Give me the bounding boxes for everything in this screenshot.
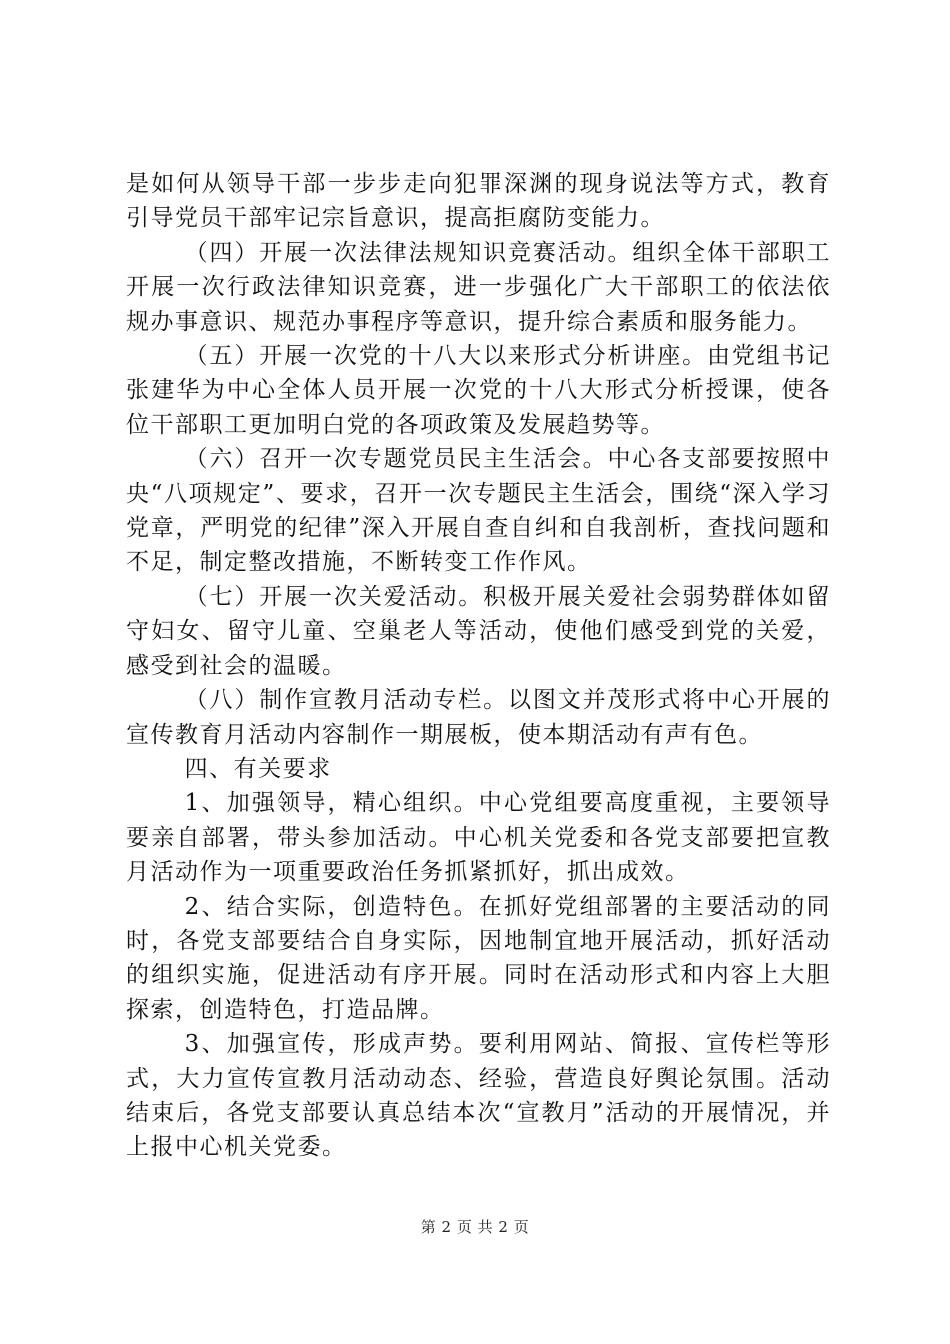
requirement-3: 3、加强宣传，形成声势。要利用网站、简报、宣传栏等形式，大力宣传宣教月活动动态、经验，营造良好舆论氛围。活动结束后，各党支部要认真总结本次“宣教月”活动的开展情况，并上报中心机关党委。: [126, 1031, 831, 1161]
paragraph-item-7: （七）开展一次关爱活动。积极开展关爱社会弱势群体如留守妇女、留守儿童、空巢老人等活动，使他们感受到党的关爱，感受到社会的温暖。: [126, 583, 831, 679]
paragraph-continuation: 是如何从领导干部一步步走向犯罪深渊的现身说法等方式，教育引导党员干部牢记宗旨意识，提高拒腐防变能力。: [126, 171, 831, 232]
requirement-2: 2、结合实际，创造特色。在抓好党组部署的主要活动的同时，各党支部要结合自身实际，因地制宜地开展活动，抓好活动的组织实施，促进活动有序开展。同时在活动形式和内容上大胆探索，创造特色，打造品牌。: [126, 893, 831, 1023]
page-number-footer: 第 2 页 共 2 页: [420, 1218, 530, 1236]
requirement-1: 1、加强领导，精心组织。中心党组要高度重视，主要领导要亲自部署，带头参加活动。中心机关党委和各党支部要把宣教月活动作为一项重要政治任务抓紧抓好，抓出成效。: [126, 790, 831, 886]
paragraph-item-8: （八）制作宣教月活动专栏。以图文并茂形式将中心开展的宣传教育月活动内容制作一期展板，使本期活动有声有色。: [126, 687, 831, 748]
paragraph-item-5: （五）开展一次党的十八大以来形式分析讲座。由党组书记张建华为中心全体人员开展一次党的十八大形式分析授课，使各位干部职工更加明白党的各项政策及发展趋势等。: [126, 343, 831, 438]
paragraph-item-4: （四）开展一次法律法规知识竞赛活动。组织全体干部职工开展一次行政法律知识竞赛，进一步强化广大干部职工的依法依规办事意识、规范办事程序等意识，提升综合素质和服务能力。: [126, 239, 831, 335]
document-body: [126, 167, 831, 1165]
section-heading-requirements: 四、有关要求: [184, 755, 332, 782]
paragraph-item-6: （六）召开一次专题党员民主生活会。中心各支部要按照中央“八项规定”、要求，召开一次专题民主生活会，围绕“深入学习党章，严明党的纪律”深入开展自查自纠和自我剖析，查找问题和不足，制定整改措施，不断转变工作作风。: [126, 446, 831, 576]
